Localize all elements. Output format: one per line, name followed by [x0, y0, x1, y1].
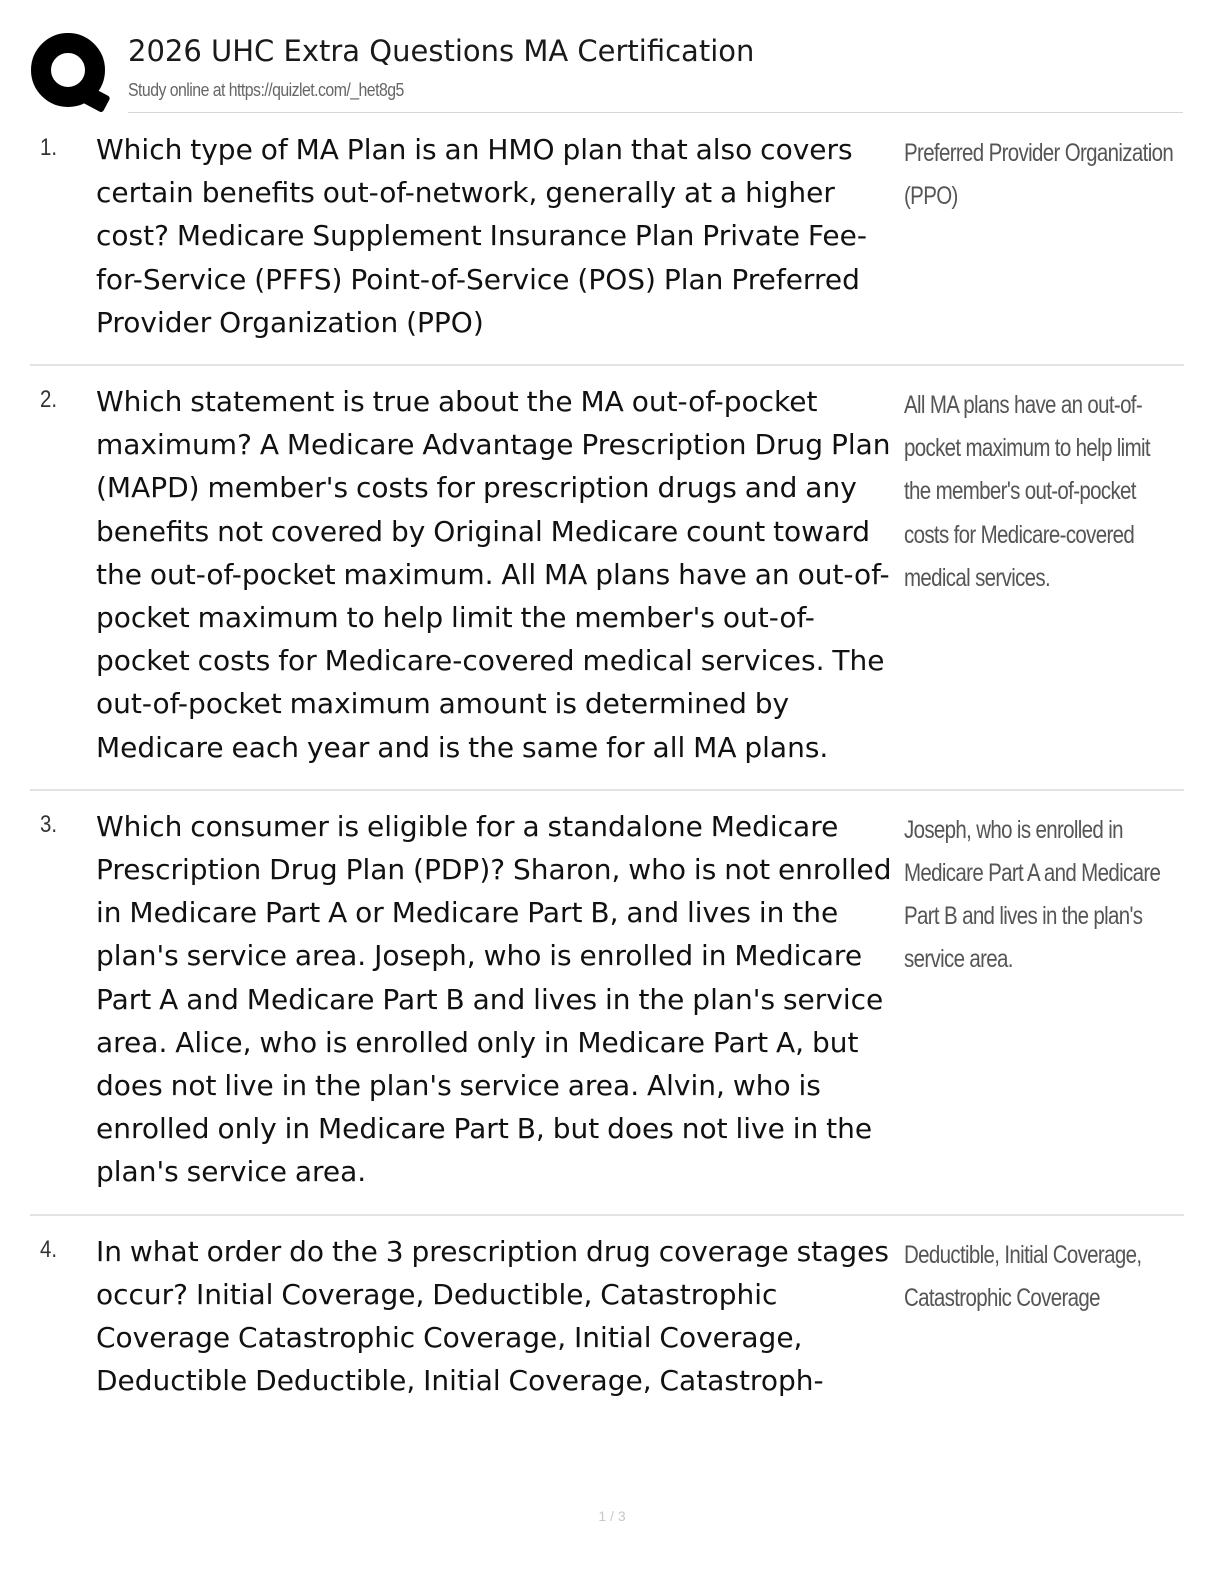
header-divider: [128, 112, 1183, 113]
question-number: 3.: [40, 810, 58, 838]
quizlet-q-logo-icon: [30, 32, 110, 112]
question-text: Which consumer is eligible for a standalone Medicare Prescription Drug Plan (PDP)? Sharon, who is not enrolled in Medicare Part A or Medicare Part B, and lives in the plan's service area. Joseph, who is enrolled in Medicare Part A and Medicare Part B and lives in the plan's service area. Alice, who is enrolled only in Medicare Part A, but does not live in the plan's service area. Alvin, who is enrolled only in Medicare Part B, but does not live in the plan's service area.: [96, 809, 892, 1189]
question-text: Which statement is true about the MA out-of-pocket maximum? A Medicare Advantage Prescription Drug Plan (MAPD) member's costs for prescription drugs and any benefits not covered by Original Medicare count toward the out-of-pocket maximum. All MA plans have an out-of-pocket maximum to help limit the member's out-of-pocket costs for Medicare-covered medical services. The out-of-pocket maximum amount is determined by Medicare each year and is the same for all MA plans.: [96, 385, 891, 764]
list-item: [30, 1216, 1184, 1423]
study-online-link[interactable]: Study online at https://quizlet.com/_het8g5: [128, 80, 404, 100]
page-header: [30, 28, 1184, 114]
answer-text-content: Joseph, who is enrolled in Medicare Part A and Medicare Part B and lives in the plan's service area.: [904, 815, 1161, 974]
question-list: [30, 118, 1184, 1422]
page-indicator: 1 / 3: [598, 1508, 626, 1524]
question-text: In what order do the 3 prescription drug coverage stages occur? Initial Coverage, Deductible, Catastrophic Coverage Catastrophic Coverage, Initial Coverage, Deductible Deductible, Initial Coverage, Catastroph-: [96, 1234, 889, 1398]
answer-text: [904, 132, 1184, 218]
question-text: Which type of MA Plan is an HMO plan that also covers certain benefits out-of-network, generally at a higher cost? Medicare Supplement Insurance Plan Private Fee-for-Service (PFFS) Point-of-Service (POS) Plan Preferred Provider Organization (PPO): [96, 133, 867, 339]
page-title: 2026 UHC Extra Questions MA Certification: [128, 34, 755, 68]
answer-text: [904, 809, 1184, 982]
answer-text-content: All MA plans have an out-of-pocket maximum to help limit the member's out-of-pocket costs for Medicare-covered medical services.: [904, 391, 1150, 592]
answer-text: [904, 384, 1184, 600]
question-number: 4.: [40, 1235, 58, 1263]
list-item: [30, 791, 1184, 1216]
answer-text-content: Deductible, Initial Coverage, Catastrophic Coverage: [904, 1240, 1142, 1312]
question-number: 2.: [40, 386, 58, 414]
answer-text: [904, 1234, 1184, 1320]
list-item: [30, 118, 1184, 366]
list-item: [30, 366, 1184, 791]
question-number: 1.: [40, 134, 58, 161]
answer-text-content: Preferred Provider Organization (PPO): [904, 139, 1174, 211]
